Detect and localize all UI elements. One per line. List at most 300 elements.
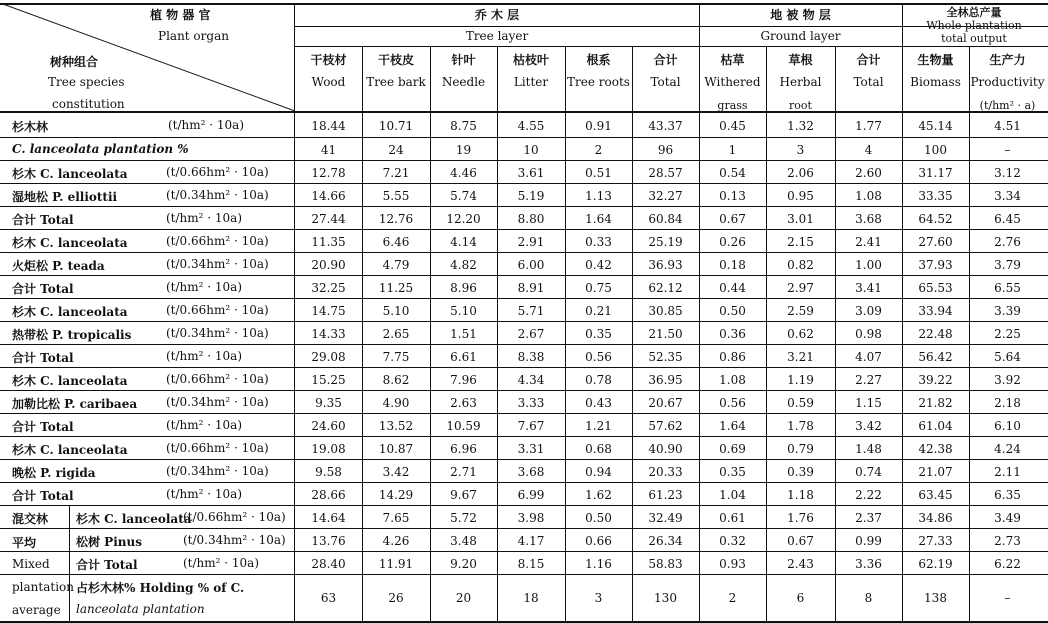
row-name: 杉木 C. lanceolata — [12, 305, 128, 319]
value-cell: 3.31 — [517, 441, 545, 456]
row-name: C. lanceolata plantation % — [12, 142, 189, 156]
value-cell: 0.45 — [719, 119, 746, 133]
value-cell: 62.19 — [918, 556, 953, 571]
value-cell: 19.08 — [311, 441, 346, 456]
row-unit: (t/0.66hm² · 10a) — [166, 441, 269, 455]
value-cell: 8.80 — [517, 211, 545, 226]
species-en: Tree species — [48, 75, 125, 89]
value-cell: 0.36 — [719, 326, 746, 341]
value-cell: 10.71 — [378, 119, 414, 133]
row-name: 杉木 C. lanceolata — [12, 374, 128, 388]
col-header-en: Litter — [513, 75, 549, 89]
mixed-row-name: 松树 Pinus — [76, 535, 142, 549]
row-unit: (t/hm² · 10a) — [166, 211, 243, 225]
row-name: 加勒比松 P. caribaea — [12, 397, 138, 411]
value-cell: 2.76 — [994, 234, 1021, 249]
value-cell: 3.12 — [994, 165, 1021, 180]
value-cell: 10.59 — [446, 418, 481, 433]
col-header-cn: 根系 — [586, 52, 611, 67]
col-header-cn: 生物量 — [917, 52, 954, 67]
value-cell: 6.61 — [450, 349, 477, 364]
value-cell: 7.21 — [382, 165, 410, 180]
value-cell: 4 — [864, 142, 873, 157]
value-cell: 0.50 — [585, 510, 612, 525]
value-cell: 2.71 — [450, 464, 477, 479]
mixed-label: 混交林 — [12, 512, 49, 526]
value-cell: 0.74 — [855, 464, 882, 479]
row-name: 杉木 C. lanceolata — [12, 167, 128, 181]
value-cell: 0.61 — [719, 510, 746, 525]
value-cell: 45.14 — [918, 119, 953, 133]
row-name: 合计 Total — [12, 351, 74, 365]
value-cell: 1.64 — [585, 211, 612, 226]
value-cell: 3.48 — [450, 533, 477, 548]
value-cell: 0.50 — [719, 303, 746, 318]
value-cell: 27.33 — [918, 533, 953, 548]
value-cell: 20.67 — [648, 395, 683, 410]
value-cell: 4.07 — [855, 349, 882, 364]
value-cell: 58.83 — [648, 556, 683, 571]
value-cell: 24.60 — [311, 418, 346, 433]
value-cell: 1.32 — [787, 119, 814, 133]
col-header-en: Needle — [441, 75, 486, 89]
value-cell: 0.62 — [787, 326, 814, 341]
value-cell: 96 — [657, 142, 674, 157]
row-unit: (t/0.66hm² · 10a) — [166, 372, 269, 386]
value-cell: 5.64 — [994, 349, 1021, 364]
value-cell: 2.63 — [450, 395, 477, 410]
mixed-row-unit: (t/0.34hm² · 10a) — [183, 533, 286, 547]
value-cell: 6.55 — [994, 280, 1021, 295]
value-cell: 2.43 — [787, 556, 814, 571]
value-cell: 5.72 — [450, 510, 477, 525]
mixed-row-unit: (t/hm² · 10a) — [183, 556, 260, 570]
col-header-cn: 草根 — [788, 52, 813, 67]
value-cell: 57.62 — [648, 418, 683, 433]
mixed-row-name2: lanceolata plantation — [76, 602, 205, 616]
value-cell: 5.10 — [382, 303, 410, 318]
value-cell: 0.35 — [585, 326, 612, 341]
value-cell: 61.23 — [648, 487, 683, 502]
value-cell: 1.15 — [855, 395, 882, 410]
col-header-en2: root — [789, 98, 812, 112]
value-cell: 62.12 — [648, 280, 683, 295]
row-unit: (t/hm² · 10a) — [166, 280, 243, 294]
value-cell: 1.78 — [787, 418, 814, 433]
value-cell: – — [1004, 591, 1011, 605]
value-cell: 22.48 — [918, 326, 953, 341]
value-cell: 3.36 — [855, 556, 882, 571]
mixed-row-name: 合计 Total — [76, 558, 138, 572]
value-cell: 3 — [796, 142, 805, 157]
row-name: 合计 Total — [12, 420, 74, 434]
value-cell: 2.59 — [787, 303, 814, 318]
value-cell: 14.75 — [311, 303, 346, 318]
value-cell: 27.44 — [311, 211, 346, 226]
value-cell: 14.29 — [378, 487, 414, 502]
value-cell: 9.67 — [450, 487, 477, 502]
value-cell: 18 — [523, 591, 539, 605]
value-cell: 6.45 — [994, 211, 1021, 226]
value-cell: 11.25 — [378, 280, 414, 295]
row-name: 晚松 P. rigida — [12, 466, 96, 480]
value-cell: 6.35 — [994, 487, 1021, 502]
value-cell: 28.40 — [311, 556, 346, 571]
value-cell: 2.25 — [994, 326, 1021, 341]
value-cell: 27.60 — [918, 234, 953, 249]
col-header-en: Herbal — [779, 75, 822, 89]
mixed-row-name: 杉木 C. lanceolata — [76, 512, 192, 526]
value-cell: 33.35 — [918, 188, 953, 203]
col-header-en: Wood — [311, 75, 346, 89]
value-cell: 0.95 — [787, 188, 814, 203]
value-cell: 2.67 — [517, 326, 545, 341]
row-name: 合计 Total — [12, 489, 74, 503]
value-cell: 0.32 — [719, 533, 746, 548]
value-cell: 2.18 — [994, 395, 1021, 410]
value-cell: 26 — [388, 591, 404, 605]
value-cell: 0.35 — [719, 464, 746, 479]
value-cell: 8.75 — [450, 119, 477, 133]
value-cell: 39.22 — [918, 372, 953, 387]
col-header-cn: 干枝皮 — [377, 52, 414, 67]
value-cell: 0.67 — [719, 211, 746, 226]
value-cell: 6.46 — [382, 234, 410, 249]
value-cell: 2.37 — [855, 510, 882, 525]
value-cell: 4.46 — [450, 165, 477, 180]
value-cell: 4.17 — [517, 533, 545, 548]
value-cell: 0.75 — [585, 280, 612, 295]
value-cell: 6.00 — [517, 257, 545, 272]
value-cell: 1.48 — [855, 441, 882, 456]
col-header-en: Tree bark — [366, 75, 426, 89]
value-cell: 20.90 — [311, 257, 346, 272]
value-cell: 12.76 — [378, 211, 414, 226]
value-cell: 8.62 — [382, 372, 410, 387]
mixed-label: Mixed — [12, 557, 50, 571]
value-cell: 31.17 — [918, 165, 953, 180]
value-cell: 0.78 — [585, 372, 612, 387]
value-cell: 12.20 — [446, 211, 481, 226]
col-header-en: Tree roots — [567, 75, 630, 89]
value-cell: 5.71 — [517, 303, 545, 318]
value-cell: 4.82 — [450, 257, 477, 272]
value-cell: 61.04 — [918, 418, 953, 433]
col-header-en: Withered — [704, 75, 761, 89]
value-cell: 32.25 — [311, 280, 346, 295]
value-cell: 3.33 — [517, 395, 545, 410]
rule — [295, 46, 1048, 47]
value-cell: 7.65 — [382, 510, 410, 525]
value-cell: 2.27 — [855, 372, 882, 387]
value-cell: 0.86 — [719, 349, 746, 364]
value-cell: 3.49 — [994, 510, 1021, 525]
value-cell: 0.67 — [787, 533, 814, 548]
row-name: 合计 Total — [12, 213, 74, 227]
value-cell: 3.01 — [787, 211, 814, 226]
value-cell: 138 — [924, 591, 947, 605]
whole-cn: 全林总产量 — [946, 6, 1002, 19]
value-cell: 6.99 — [517, 487, 545, 502]
value-cell: 21.50 — [648, 326, 683, 341]
col-header-en: Total — [650, 75, 681, 89]
value-cell: 3.42 — [855, 418, 882, 433]
row-name: 杉木林 — [12, 120, 49, 134]
row-unit: (t/hm² · 10a) — [166, 418, 243, 432]
value-cell: 21.07 — [918, 464, 953, 479]
value-cell: 0.18 — [719, 257, 746, 272]
value-cell: 4.24 — [994, 441, 1021, 456]
value-cell: 10.87 — [378, 441, 414, 456]
value-cell: 9.58 — [315, 464, 342, 479]
mixed-label: plantation — [12, 580, 74, 594]
value-cell: 0.39 — [787, 464, 814, 479]
col-header-cn: 合计 — [653, 52, 678, 67]
value-cell: 4.79 — [382, 257, 410, 272]
value-cell: 0.56 — [719, 395, 746, 410]
value-cell: 40.90 — [648, 441, 683, 456]
value-cell: 14.33 — [311, 326, 346, 341]
value-cell: 63.45 — [918, 487, 953, 502]
value-cell: 2.97 — [787, 280, 814, 295]
col-header-cn: 生产力 — [989, 52, 1026, 67]
value-cell: 0.69 — [719, 441, 746, 456]
value-cell: 3.39 — [994, 303, 1021, 318]
value-cell: 2.65 — [382, 326, 410, 341]
value-cell: 25.19 — [648, 234, 683, 249]
col-header-cn: 枯枝叶 — [512, 52, 549, 67]
value-cell: 6 — [796, 591, 805, 605]
value-cell: 0.82 — [787, 257, 814, 272]
value-cell: 0.44 — [719, 280, 746, 295]
value-cell: 3.61 — [517, 165, 545, 180]
value-cell: 8.15 — [517, 556, 545, 571]
value-cell: 6.22 — [994, 556, 1021, 571]
value-cell: 24 — [388, 142, 404, 157]
value-cell: 0.26 — [719, 234, 746, 249]
value-cell: 1.00 — [855, 257, 882, 272]
value-cell: 37.93 — [918, 257, 953, 272]
col-header-en: Biomass — [910, 75, 961, 89]
value-cell: 32.27 — [648, 188, 683, 203]
value-cell: 2.91 — [517, 234, 545, 249]
row-unit: (t/0.34hm² · 10a) — [166, 188, 269, 202]
row-name: 合计 Total — [12, 282, 74, 296]
plant-organ-cn: 植 物 器 官 — [150, 8, 211, 22]
col-header-cn: 枯草 — [720, 52, 745, 67]
tree-layer-cn: 乔 木 层 — [474, 7, 520, 22]
col-header-en: Productivity — [970, 75, 1045, 89]
row-unit: (t/0.66hm² · 10a) — [166, 234, 269, 248]
value-cell: 3.68 — [855, 211, 882, 226]
value-cell: 1 — [728, 142, 737, 157]
col-header-en2: grass — [717, 98, 748, 112]
value-cell: 7.67 — [517, 418, 545, 433]
value-cell: 3.34 — [994, 188, 1021, 203]
mixed-label: average — [12, 603, 61, 617]
row-name: 热带松 P. tropicalis — [12, 328, 132, 342]
value-cell: 1.51 — [450, 326, 477, 341]
col-header-en: Total — [853, 75, 884, 89]
row-name: 杉木 C. lanceolata — [12, 236, 128, 250]
value-cell: 1.19 — [787, 372, 814, 387]
value-cell: 3 — [594, 591, 603, 605]
value-cell: 3.92 — [994, 372, 1021, 387]
value-cell: 0.91 — [585, 119, 612, 133]
row-unit: (t/0.66hm² · 10a) — [166, 303, 269, 317]
col-header-cn: 针叶 — [451, 52, 476, 67]
mixed-row-unit: (t/0.66hm² · 10a) — [183, 510, 286, 524]
value-cell: 41 — [320, 142, 337, 157]
value-cell: 36.93 — [648, 257, 683, 272]
value-cell: 10 — [523, 142, 539, 157]
value-cell: 28.66 — [311, 487, 346, 502]
value-cell: 0.59 — [787, 395, 814, 410]
value-cell: 8.96 — [450, 280, 477, 295]
value-cell: 2.11 — [994, 464, 1021, 479]
row-unit: (t/0.34hm² · 10a) — [166, 257, 269, 271]
value-cell: 2 — [594, 142, 603, 157]
value-cell: 3.41 — [855, 280, 882, 295]
value-cell: 0.51 — [585, 165, 612, 180]
value-cell: 3.68 — [517, 464, 545, 479]
value-cell: 26.34 — [648, 533, 683, 548]
value-cell: 3.09 — [855, 303, 882, 318]
row-name: 湿地松 P. elliottii — [12, 190, 118, 204]
row-unit: (t/hm² · 10a) — [168, 118, 245, 132]
value-cell: 60.84 — [648, 211, 683, 226]
value-cell: 33.94 — [918, 303, 953, 318]
value-cell: 63 — [320, 591, 337, 605]
value-cell: 1.16 — [585, 556, 612, 571]
value-cell: 3.79 — [994, 257, 1021, 272]
row-unit: (t/0.66hm² · 10a) — [166, 165, 269, 179]
mixed-label: 平均 — [12, 536, 37, 550]
value-cell: 5.55 — [382, 188, 410, 203]
value-cell: 130 — [654, 591, 677, 605]
mixed-rule — [69, 505, 70, 622]
value-cell: – — [1004, 142, 1011, 157]
value-cell: 5.10 — [450, 303, 477, 318]
value-cell: 3.21 — [787, 349, 814, 364]
value-cell: 1.21 — [585, 418, 612, 433]
value-cell: 2.60 — [855, 165, 882, 180]
value-cell: 2.06 — [787, 165, 814, 180]
value-cell: 6.96 — [450, 441, 477, 456]
value-cell: 6.10 — [994, 418, 1021, 433]
value-cell: 4.90 — [382, 395, 410, 410]
value-cell: 30.85 — [648, 303, 683, 318]
value-cell: 5.19 — [517, 188, 545, 203]
value-cell: 0.13 — [719, 188, 746, 203]
value-cell: 2 — [728, 591, 737, 605]
value-cell: 0.56 — [585, 349, 612, 364]
value-cell: 4.34 — [517, 372, 545, 387]
value-cell: 1.77 — [855, 119, 882, 133]
value-cell: 2.22 — [855, 487, 882, 502]
value-cell: 1.76 — [787, 510, 814, 525]
value-cell: 1.64 — [719, 418, 746, 433]
value-cell: 28.57 — [648, 165, 683, 180]
value-cell: 20.33 — [648, 464, 683, 479]
value-cell: 2.73 — [994, 533, 1021, 548]
ground-layer-en: Ground layer — [760, 29, 841, 43]
value-cell: 0.42 — [585, 257, 612, 272]
ground-layer-cn: 地 被 物 层 — [770, 7, 831, 22]
col-header-cn: 合计 — [856, 52, 881, 67]
value-cell: 0.68 — [585, 441, 612, 456]
mixed-row-name: 占杉木林% Holding % of C. — [76, 581, 245, 595]
value-cell: 7.75 — [382, 349, 410, 364]
value-cell: 9.20 — [450, 556, 477, 571]
value-cell: 12.78 — [311, 165, 346, 180]
value-cell: 4.26 — [382, 533, 410, 548]
value-cell: 14.64 — [311, 510, 346, 525]
value-cell: 1.08 — [719, 372, 746, 387]
value-cell: 64.52 — [918, 211, 953, 226]
value-cell: 65.53 — [918, 280, 953, 295]
value-cell: 0.21 — [585, 303, 612, 318]
value-cell: 29.08 — [311, 349, 346, 364]
header-diagonal — [0, 3, 295, 113]
value-cell: 0.79 — [787, 441, 814, 456]
value-cell: 7.96 — [450, 372, 477, 387]
value-cell: 52.35 — [648, 349, 683, 364]
value-cell: 3.98 — [517, 510, 545, 525]
value-cell: 32.49 — [648, 510, 683, 525]
species-cn: 树种组合 — [50, 55, 99, 69]
value-cell: 11.35 — [311, 234, 346, 249]
row-name: 杉木 C. lanceolata — [12, 443, 128, 457]
value-cell: 3.42 — [382, 464, 410, 479]
value-cell: 0.33 — [585, 234, 612, 249]
value-cell: 20 — [455, 591, 472, 605]
value-cell: 13.76 — [311, 533, 346, 548]
row-unit: (t/0.34hm² · 10a) — [166, 464, 269, 478]
value-cell: 8.38 — [517, 349, 545, 364]
value-cell: 0.93 — [719, 556, 746, 571]
row-unit: (t/hm² · 10a) — [166, 349, 243, 363]
value-cell: 36.95 — [648, 372, 683, 387]
value-cell: 42.38 — [918, 441, 953, 456]
value-cell: 56.42 — [918, 349, 953, 364]
value-cell: 43.37 — [648, 119, 683, 133]
value-cell: 2.15 — [787, 234, 814, 249]
value-cell: 18.44 — [311, 119, 346, 133]
value-cell: 5.74 — [450, 188, 477, 203]
value-cell: 0.66 — [585, 533, 612, 548]
value-cell: 4.55 — [517, 119, 545, 133]
value-cell: 4.51 — [994, 119, 1021, 133]
tree-layer-en: Tree layer — [465, 29, 529, 43]
value-cell: 0.54 — [719, 165, 746, 180]
value-cell: 21.82 — [918, 395, 953, 410]
value-cell: 1.62 — [585, 487, 612, 502]
row-name: 火炬松 P. teada — [12, 259, 105, 273]
row-unit: (t/0.34hm² · 10a) — [166, 395, 269, 409]
value-cell: 8.91 — [517, 280, 545, 295]
value-cell: 15.25 — [311, 372, 346, 387]
value-cell: 1.18 — [787, 487, 814, 502]
value-cell: 34.86 — [918, 510, 953, 525]
whole-en2: total output — [941, 31, 1007, 45]
species-en2: constitution — [52, 97, 125, 111]
value-cell: 14.66 — [311, 188, 346, 203]
value-cell: 11.91 — [378, 556, 414, 571]
value-cell: 1.08 — [855, 188, 882, 203]
col-header-en2: (t/hm² · a) — [979, 98, 1036, 112]
value-cell: 0.43 — [585, 395, 612, 410]
